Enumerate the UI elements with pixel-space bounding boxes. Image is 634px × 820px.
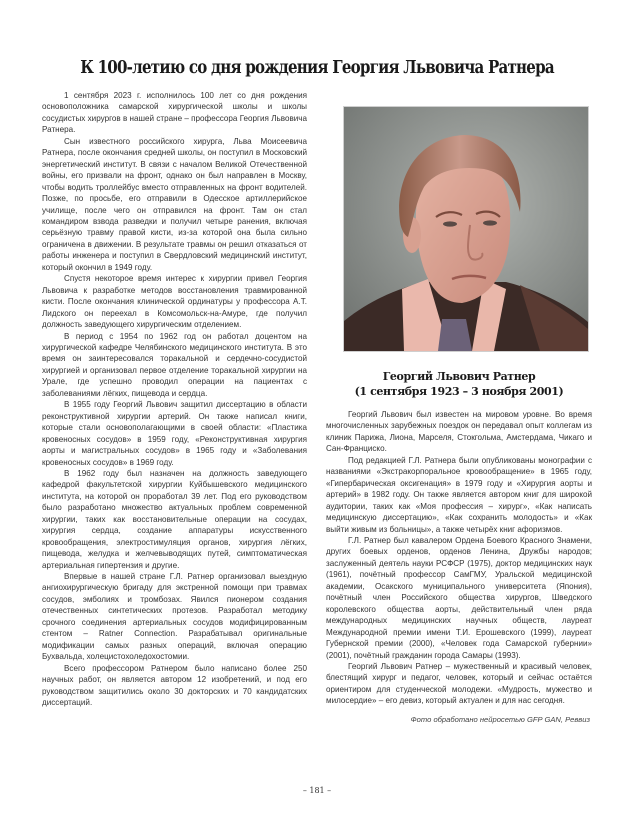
caption-dates: (1 сентября 1923 – 3 ноября 2001) (354, 385, 564, 398)
photo-credit: Фото обработано нейросетью GFP GAN, Реввиз (410, 715, 590, 724)
paragraph: Сын известного российского хирурга, Льва Моисеевича Ратнера, после окончания средней школы, он поступил в Московский энергетический институт. В связи с началом Великой Отечественной войны, его призвали на фронт, однако он был направлен в Москву, чтобы водить троллейбус вместо отправленных на фронт водителей. Позже, по просьбе, его отправили в Одесское артиллерийское училище, после чего он отправился на фронт. Там он стал командиром взвода разведки и получил четыре ранения, включая серьёзную травму правой кисти, из-за которой она была сильно ограничена в движении. В результате травмы он решил отказаться от работы инженера и поступил в Свердловский медицинский институт, который окончил в 1949 году. (42, 136, 307, 272)
paragraph: Спустя некоторое время интерес к хирургии привел Георгия Львовича к разработке методов восстановления травмированной кисти. После окончания клинической ординатуры у профессора А.Т. Лидского он переехал в Комсомольск-на-Амуре, где получил должность заведующего хирургическим отделением. (42, 274, 307, 330)
portrait-photo (343, 106, 589, 352)
caption-name: Георгий Львович Ратнер (382, 370, 536, 383)
right-column-text (326, 409, 592, 707)
paragraph: Впервые в нашей стране Г.Л. Ратнер организовал выездную ангиохирургическую бригаду для экстренной помощи при травмах сосудов, эмболиях и тромбозах. Явился пионером создания отечественных синтетических протезов. Разработал методику срочного соединения артериальных сосудов модифицированным стентом – Ratner Connection. Разрабатывал оригинальные модификации самых разных операций, включая операцию Бухвальда, холецистохоледохостомии. (42, 572, 307, 662)
article-title: К 100-летию со дня рождения Георгия Львовича Ратнера (80, 58, 554, 78)
paragraph: В период с 1954 по 1962 год он работал доцентом на хирургической кафедре Челябинского медицинского института. В это время он заинтересовался торакальной и сердечно-сосудистой хирургией и организовал первое отделение торакальной хирургии на Урале, где успешно проводил операции на пациентах с заболеваниями лёгких, пищевода и сердца. (42, 331, 307, 398)
paragraph: Всего профессором Ратнером было написано более 250 научных работ, он является автором 12 изобретений, и под его руководством защитились около 30 докторских и 70 кандидатских диссертаций. (42, 663, 307, 708)
paragraph: Г.Л. Ратнер был кавалером Ордена Боевого Красного Знамени, других боевых орденов, орденов Ленина, Дружбы народов; заслуженный деятель науки РСФСР (1975), доктор медицинских наук (1961), почётный профессор СамГМУ, Уральской медицинской академии, Осакского муниципального университета (Япония), почётный член Российского общества хирургов, Шведского королевского общества аорты, действительный член ряда международных медицинских научных обществ, лауреат Международной премии имени Т.И. Ерошевского (1999), лауреат Губернской премии (2000), «Человек года Самарской губернии» (2001), почётный гражданин города Самары (1993). (326, 535, 592, 660)
paragraph: В 1955 году Георгий Львович защитил диссертацию в области реконструктивной хирургии артерий. Он также написал книги, которые стали основополагающими в своей области: «Пластика кровеносных сосудов» в 1959 году, «Реконструктивная хирургия аорты и магистральных сосудов» в 1965 году и «Заболевания кровеносных сосудов» в 1969 году. (42, 400, 307, 467)
portrait-illustration (344, 107, 588, 351)
paragraph: Под редакцией Г.Л. Ратнера были опубликованы монографии с названиями «Экстракорпоральное кровообращение» в 1965 году, «Гипербарическая оксигенация» в 1979 году и «Хирургия аорты и артерий» в 1982 году. Он также является автором книг для широкой аудитории, таких как «Моя профессия – хирург», «Как написать медицинскую диссертацию», «Как сохранить молодость» и «Как выйти живым из больницы», а также четырёх книг афоризмов. (326, 455, 592, 534)
paragraph: Георгий Львович был известен на мировом уровне. Во время многочисленных зарубежных поездок он передавал опыт коллегам из клиник Парижа, Лиона, Марселя, Стокгольма, Амстердама, Чикаго и Сан-Франциско. (326, 410, 592, 454)
paragraph: Георгий Львович Ратнер – мужественный и красивый человек, блестящий хирург и педагог, человек, который и сейчас остаётся ориентиром для студенческой молодежи. «Мудрость, мужество и милосердие» – его девиз, который актуален и для нас сегодня. (326, 661, 592, 706)
paragraph: В 1962 году был назначен на должность заведующего кафедрой факультетской хирургии Куйбышевского медицинского института, на которой он проработал 39 лет. Под его руководством было разработано множество актуальных проблем современной хирургии, таких как восстановительные операции на сосудах, хирургия сердца, создание аппаратуры искусственного кровообращения, электростимуляция органов, хирургия лёгких, пищевода, желудка и желчевыводящих путей, симптоматическая артериальная гипертензия и другие. (42, 468, 307, 570)
left-column-text (42, 90, 307, 708)
portrait-caption (326, 369, 592, 399)
page-number: – 181 – (302, 786, 332, 795)
paragraph: 1 сентября 2023 г. исполнилось 100 лет со дня рождения основоположника самарской хирургической школы и школы сосудистых хирургов в нашей стране – профессора Георгия Львовича Ратнера. (42, 91, 307, 135)
